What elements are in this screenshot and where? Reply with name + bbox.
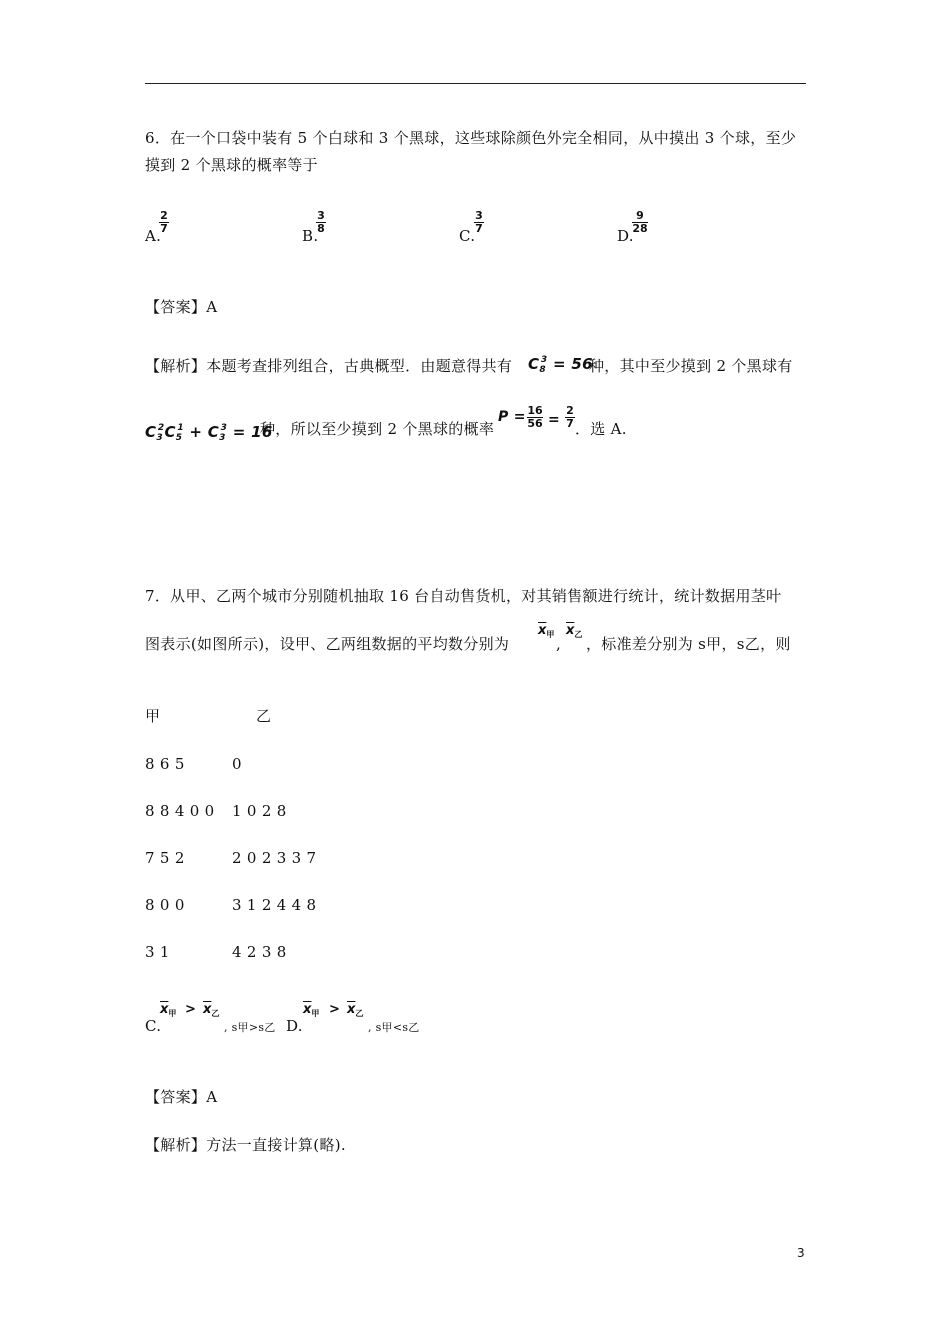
stem-header-yi: 乙 [256,707,272,725]
option-label: C. [459,227,476,245]
mean-yi-symbol: $\overline{x}_乙$ [566,623,583,639]
formula-fraction: 2 7 [566,404,574,430]
option-label: B. [302,227,319,245]
stem-row-left: 3 1 [145,943,170,961]
mean-jia-symbol: $\overline{x}_甲$ [538,623,555,639]
mean-yi-symbol: $\overline{x}_乙$ [347,1002,364,1018]
analysis-text: 种，其中至少摸到 2 个黑球有 [589,357,793,375]
stem-row-right: 3 1 2 4 4 8 [232,896,317,914]
q7-text-line2-prefix: 图表示(如图所示)，设甲、乙两组数据的平均数分别为 [145,635,510,653]
formula-combination-favorable: $C_3^2C_5^1 + C_3^3 = 16$ [145,423,273,443]
greater-than: > [329,1002,340,1017]
header-rule [145,83,806,84]
q7-text-line2-suffix: ，标准差分别为 s甲，s乙，则 [586,635,791,653]
mean-jia-symbol: $\overline{x}_甲$ [303,1002,320,1018]
option-c-label: C. [145,1017,162,1035]
option-c-relation: , s甲>s乙 [224,1021,276,1034]
option-fraction: 3 7 [475,209,483,235]
stem-row-left: 7 5 2 [145,849,185,867]
stem-row-left: 8 8 4 0 0 [145,802,215,820]
q6-text-line2: 摸到 2 个黑球的概率等于 [145,156,318,174]
stem-row-right: 0 [232,755,242,773]
formula-probability-p: P = [498,409,526,425]
option-fraction: 9 28 [632,209,648,235]
q7-text-line1: 7．从甲、乙两个城市分别随机抽取 16 台自动售货机，对其销售额进行统计，统计数据用茎叶 [145,587,782,605]
analysis-text: 种，所以至少摸到 2 个黑球的概率 [260,420,495,438]
stem-row-left: 8 6 5 [145,755,185,773]
option-d-label: D. [286,1017,303,1035]
option-label: A. [145,227,162,245]
mean-yi-symbol: $\overline{x}_乙$ [203,1002,220,1018]
stem-row-right: 1 0 2 8 [232,802,287,820]
q6-answer: 【答案】A [145,298,218,316]
stem-row-right: 2 0 2 3 3 7 [232,849,317,867]
q7-analysis: 【解析】方法一直接计算(略). [145,1136,346,1154]
q6-text-line1: 6．在一个口袋中装有 5 个白球和 3 个黑球，这些球除颜色外完全相同，从中摸出 3 个球，至少 [145,129,797,147]
stem-row-right: 4 2 3 8 [232,943,287,961]
stem-row-left: 8 0 0 [145,896,185,914]
analysis-text: ．选 A. [575,420,627,438]
greater-than: > [185,1002,196,1017]
option-fraction: 3 8 [317,209,325,235]
formula-fraction: 16 56 [527,404,543,430]
option-d-relation: , s甲<s乙 [368,1021,420,1034]
stem-header-jia: 甲 [145,707,161,725]
option-label: D. [617,227,634,245]
formula-combination-total: $C_8^3 = 56$ [528,355,593,375]
page-number: 3 [797,1246,805,1260]
mean-jia-symbol: $\overline{x}_甲$ [160,1002,177,1018]
formula-equals: = [548,412,561,428]
q7-answer: 【答案】A [145,1088,218,1106]
option-fraction: 2 7 [160,209,168,235]
analysis-text: 【解析】本题考查排列组合，古典概型．由题意得共有 [145,357,513,375]
